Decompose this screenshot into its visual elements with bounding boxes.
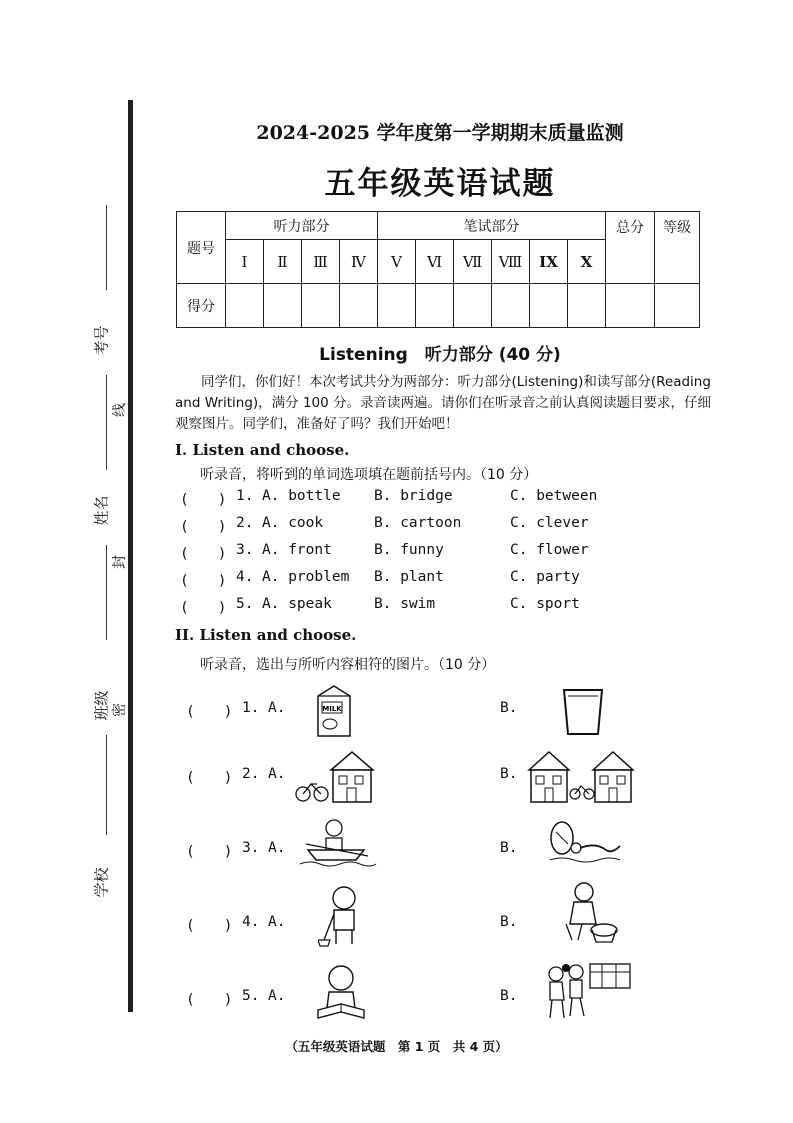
- option-a: A. problem: [262, 569, 350, 585]
- part1-question: [180, 515, 720, 537]
- answer-bracket[interactable]: ( ): [180, 573, 227, 589]
- boy-rowing-boat-icon[interactable]: [298, 816, 378, 868]
- col-numeral: X: [568, 240, 606, 284]
- milk-carton-icon[interactable]: [312, 682, 356, 740]
- binding-blank: [106, 375, 107, 470]
- option-a: A. cook: [262, 515, 324, 531]
- answer-bracket[interactable]: ( ): [186, 704, 233, 720]
- answer-bracket[interactable]: ( ): [186, 770, 233, 786]
- option-b: B. funny: [374, 542, 444, 558]
- listening-group-header: 听力部分: [226, 212, 378, 240]
- total-header: 总分: [606, 212, 655, 284]
- option-c: C. party: [510, 569, 580, 585]
- binding-blank: [106, 205, 107, 290]
- option-c: C. sport: [510, 596, 580, 612]
- score-cell[interactable]: [302, 284, 340, 328]
- girl-washing-clothes-icon[interactable]: [556, 880, 618, 946]
- score-row-label: 得分: [177, 284, 226, 328]
- col-numeral: Ⅵ: [416, 240, 454, 284]
- option-b: B. swim: [374, 596, 436, 612]
- option-b: B.: [500, 766, 518, 782]
- option-a: A. bottle: [262, 488, 341, 504]
- answer-bracket[interactable]: ( ): [180, 600, 227, 616]
- option-a: A.: [268, 840, 286, 856]
- col-numeral: Ⅲ: [302, 240, 340, 284]
- part1-instruction: 听录音，将听到的单词选项填在题前括号内。（10 分）: [200, 467, 538, 483]
- exam-subtitle: 2024-2025 学年度第一学期期末质量监测: [256, 122, 624, 144]
- option-a: A.: [268, 700, 286, 716]
- col-numeral: Ⅰ: [226, 240, 264, 284]
- listening-heading: Listening 听力部分 (40 分): [319, 345, 561, 365]
- option-a: A.: [268, 988, 286, 1004]
- bike-between-houses-icon[interactable]: [527, 748, 637, 804]
- col-numeral: IX: [530, 240, 568, 284]
- part2-question: [186, 904, 726, 964]
- question-number: 4.: [242, 914, 260, 930]
- option-a: A.: [268, 914, 286, 930]
- part2-question: [186, 978, 726, 1038]
- answer-bracket[interactable]: ( ): [180, 546, 227, 562]
- question-number: 2.: [236, 515, 254, 531]
- option-c: C. clever: [510, 515, 589, 531]
- score-cell[interactable]: [492, 284, 530, 328]
- col-numeral: Ⅱ: [264, 240, 302, 284]
- question-number: 5.: [236, 596, 254, 612]
- part1-question: [180, 596, 720, 618]
- option-b: B.: [500, 988, 518, 1004]
- option-b: B. plant: [374, 569, 444, 585]
- milk-label: MILK: [322, 705, 342, 713]
- option-b: B.: [500, 700, 518, 716]
- person-swimming-icon[interactable]: [546, 818, 622, 866]
- part2-question: [186, 682, 726, 742]
- part2-instruction: 听录音，选出与所听内容相符的图片。（10 分）: [200, 657, 496, 673]
- part1-question: [180, 488, 720, 510]
- name-label: 姓名: [92, 495, 111, 526]
- listening-intro: 同学们，你们好！本次考试共分为两部分：听力部分(Listening)和读写部分(Reading and Writing)，满分 100 分。录音读两遍。请你们在听录音之前认真阅读题目要求，仔细观察图片。同学们，准备好了吗？我们开始吧！: [175, 374, 712, 432]
- kids-playing-basketball-icon[interactable]: [542, 960, 634, 1022]
- class-label: 班级: [92, 690, 111, 721]
- question-number-label: 题号: [177, 212, 226, 284]
- score-cell[interactable]: [340, 284, 378, 328]
- binding-blank: [106, 735, 107, 835]
- col-numeral: Ⅶ: [454, 240, 492, 284]
- grade-header: 等级: [655, 212, 700, 284]
- option-a: A.: [268, 766, 286, 782]
- score-cell[interactable]: [264, 284, 302, 328]
- option-b: B. cartoon: [374, 515, 462, 531]
- bike-and-house-icon[interactable]: [293, 748, 383, 804]
- part2-title: II. Listen and choose.: [175, 626, 357, 644]
- part2-question: [186, 756, 726, 816]
- seal-word-secret: 密: [112, 703, 128, 717]
- col-numeral: Ⅳ: [340, 240, 378, 284]
- page-footer: （五年级英语试题 第 1 页 共 4 页）: [285, 1039, 508, 1054]
- question-number: 4.: [236, 569, 254, 585]
- question-number: 1.: [242, 700, 260, 716]
- grade-cell[interactable]: [655, 284, 700, 328]
- exam-title: 五年级英语试题: [324, 166, 556, 202]
- answer-bracket[interactable]: ( ): [186, 992, 233, 1008]
- boy-sweeping-icon[interactable]: [318, 884, 366, 948]
- seal-word-line: 线: [112, 403, 128, 417]
- option-a: A. speak: [262, 596, 332, 612]
- exam-number-label: 考号: [92, 325, 111, 356]
- boy-reading-icon[interactable]: [312, 962, 370, 1022]
- score-cell[interactable]: [454, 284, 492, 328]
- score-cell[interactable]: [226, 284, 264, 328]
- seal-word-seal: 封: [112, 555, 128, 569]
- score-cell[interactable]: [378, 284, 416, 328]
- answer-bracket[interactable]: ( ): [180, 519, 227, 535]
- question-number: 3.: [236, 542, 254, 558]
- option-c: C. between: [510, 488, 598, 504]
- question-number: 2.: [242, 766, 260, 782]
- option-b: B.: [500, 840, 518, 856]
- question-number: 5.: [242, 988, 260, 1004]
- option-b: B.: [500, 914, 518, 930]
- option-c: C. flower: [510, 542, 589, 558]
- col-numeral: Ⅷ: [492, 240, 530, 284]
- question-number: 3.: [242, 840, 260, 856]
- part2-question: [186, 830, 726, 890]
- question-number: 1.: [236, 488, 254, 504]
- score-cell[interactable]: [568, 284, 606, 328]
- part1-question: [180, 542, 720, 564]
- school-label: 学校: [92, 867, 111, 898]
- option-b: B. bridge: [374, 488, 453, 504]
- total-score-cell[interactable]: [606, 284, 655, 328]
- answer-bracket[interactable]: ( ): [180, 492, 227, 508]
- answer-bracket[interactable]: ( ): [186, 918, 233, 934]
- binding-blank: [106, 545, 107, 640]
- writing-group-header: 笔试部分: [378, 212, 606, 240]
- option-a: A. front: [262, 542, 332, 558]
- part1-question: [180, 569, 720, 591]
- part1-title: I. Listen and choose.: [175, 441, 350, 459]
- answer-bracket[interactable]: ( ): [186, 844, 233, 860]
- score-table: [176, 211, 700, 328]
- score-cell[interactable]: [416, 284, 454, 328]
- score-cell[interactable]: [530, 284, 568, 328]
- glass-icon[interactable]: [558, 686, 608, 738]
- col-numeral: Ⅴ: [378, 240, 416, 284]
